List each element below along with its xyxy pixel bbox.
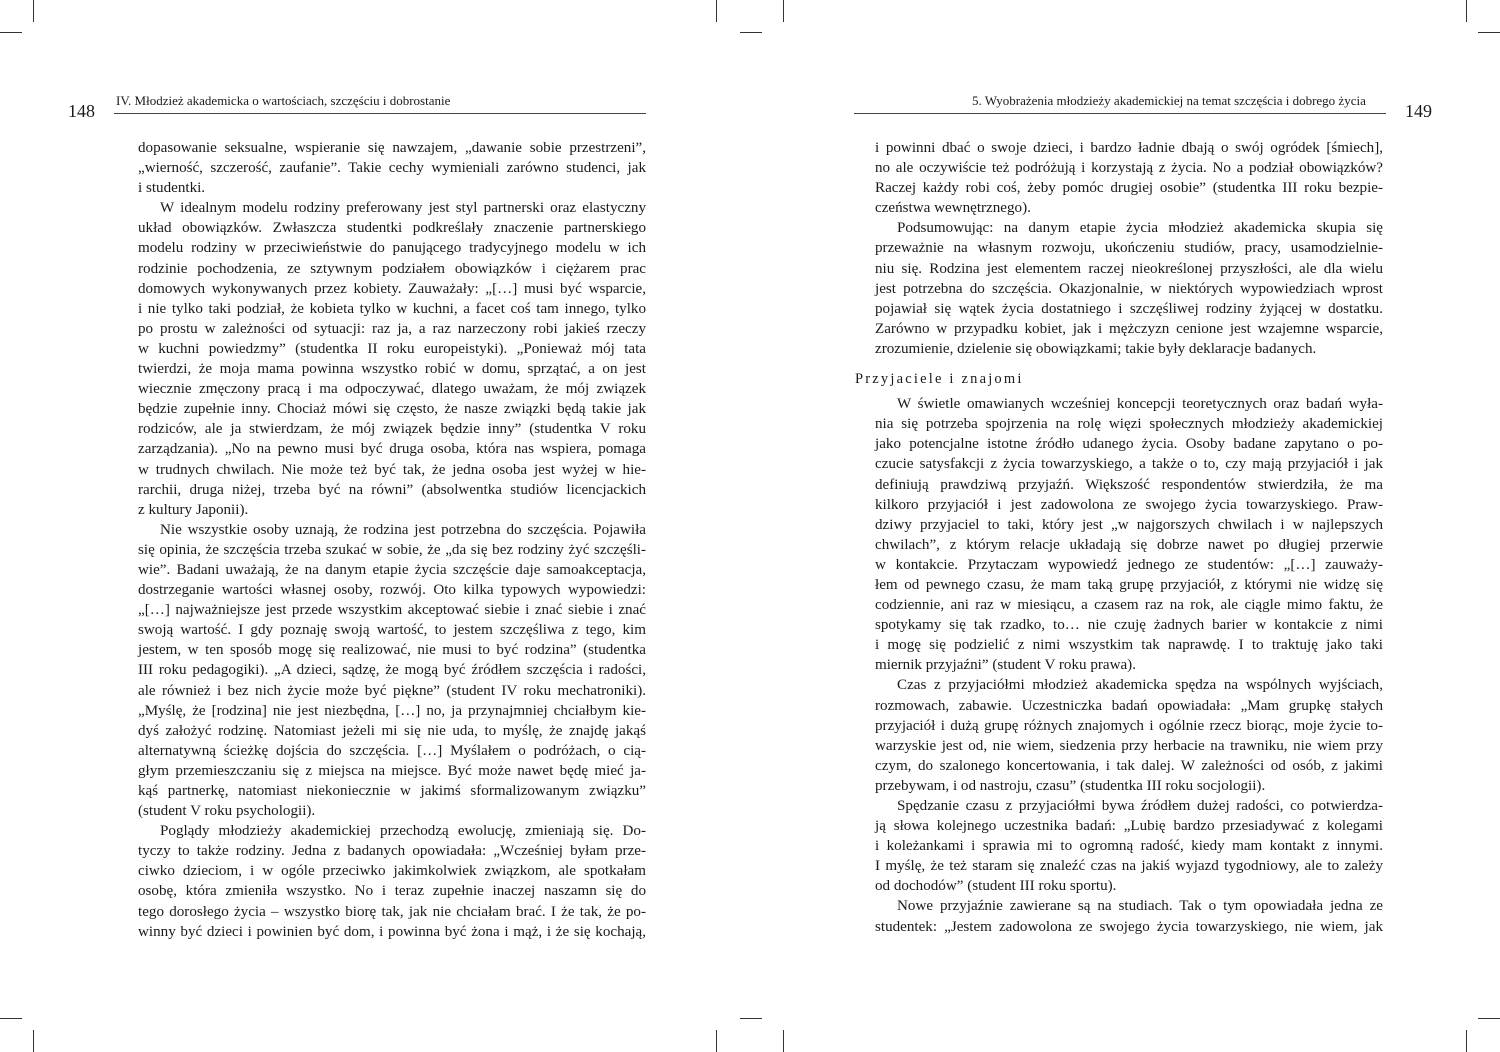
text-line: I myślę, że też staram się znaleźć czas na jakiś wyjazd tygodniowy, ale to zależy — [875, 858, 1383, 875]
text-line: i koleżankami i sprawia mi to ogromną radość, kiedy mam kontakt z innymi. — [875, 838, 1383, 855]
page-number: 149 — [1405, 101, 1432, 121]
text-line: no ale oczywiście też podróżują i korzystają z życia. No a podział obowiązków? — [875, 160, 1383, 177]
text-line: czeństwa wewnętrznego). — [875, 200, 1031, 217]
text-line: Czas z przyjaciółmi młodzież akademicka spędza na wspólnych wyjściach, — [897, 677, 1383, 694]
text-line: Nie wszystkie osoby uznają, że rodzina jest potrzebna do szczęścia. Pojawiła — [160, 521, 646, 538]
text-line: Raczej każdy robi coś, żeby pomóc drugiej osobie” (studentka III roku bezpie- — [875, 180, 1383, 197]
text-line: dostrzeganie wartości własnej osoby, rozwój. Oto kilka typowych wypowiedzi: — [138, 582, 646, 599]
text-line: warzyskie jest od, nie wiem, siedzenia przy herbacie na trawniku, nie wiem przy — [875, 737, 1383, 754]
text-line: pojawiał się wątek życia dostatniego i szczęśliwej rodziny żyjącej w dostatku. — [875, 300, 1383, 317]
text-line: rodzinie pochodzenia, ze sztywnym podziałem obowiązków i ciężarem prac — [138, 260, 646, 277]
text-line: głym przemieszczaniu się z miejsca na miejsce. Być może nawet będę mieć ja- — [138, 762, 646, 779]
text-line: winny być dzieci i powinien być dom, i powinna być żona i mąż, i że się kochają, — [138, 923, 646, 940]
text-line: domowych wykonywanych przez kobiety. Zauważały: „[…] musi być wsparcie, — [138, 280, 646, 297]
text-line: i mogę się podzielić z nimi wszystkim tak naprawdę. I to traktuję jako taki — [875, 637, 1383, 654]
text-line: modelu rodziny w przeciwieństwie do panującego tradycyjnego modelu w ich — [138, 240, 646, 257]
text-line: studentek: „Jestem zadowolona ze swojego życia towarzyskiego, nie wiem, jak — [875, 918, 1383, 935]
text-line: twierdzi, że moja mama powinna wszystko robić w domu, sprzątać, a on jest — [138, 361, 646, 378]
text-line: jestem, w ten sposób mogę się realizować, nie musi to być rodzina” (studentka — [138, 642, 646, 659]
text-line: wie”. Badani uważają, że na danym etapie życia szczęście daje samoakceptacja, — [138, 561, 646, 578]
text-line: układ obowiązków. Zwłaszcza studentki podkreślały znaczenie partnerskiego — [138, 220, 646, 237]
text-line: łem od pewnego czasu, że mam taką grupę przyjaciół, z którymi nie widzę się — [875, 576, 1383, 593]
text-line: tyczy to także rodziny. Jedna z badanych opowiadała: „Wcześniej byłam prze- — [138, 843, 646, 860]
text-line: dyś założyć rodzinę. Natomiast jeżeli mi się nie uda, to myślę, że znajdę jakąś — [138, 722, 646, 739]
text-line: wiecznie zmęczony pracą i ma odpoczywać, dlatego uważam, że mój związek — [138, 381, 646, 398]
text-line: codziennie, ani raz w miesiącu, a czasem raz na rok, ale ciągle mimo faktu, że — [875, 597, 1383, 614]
text-line: w kuchni powiedzmy” (studentka II roku europeistyki). „Ponieważ mój tata — [138, 340, 646, 357]
text-line: Spędzanie czasu z przyjaciółmi bywa źródłem dużej radości, co potwierdza- — [897, 798, 1383, 814]
text-line: W świetle omawianych wcześniej koncepcji teoretycznych oraz badań wyła- — [897, 396, 1383, 413]
text-line: tego dorosłego życia – wszystko biorę tak, jak nie chciałam brać. I że tak, że po- — [138, 903, 646, 920]
text-line: przebywam, i od nastroju, czasu” (studentka III roku socjologii). — [875, 777, 1266, 794]
text-line: ale również i bez nich życie może być piękne” (student IV roku mechatroniki). — [138, 682, 646, 699]
text-line: po prostu w zależności od sytuacji: raz ja, a raz narzeczony robi jakieś rzeczy — [138, 320, 646, 337]
text-line: nia się potrzeba spojrzenia na rolę więzi społecznych młodzieży akademickiej — [875, 416, 1383, 433]
text-line: definiują prawdziwą przyjaźń. Większość respondentów stwierdziła, że ma — [875, 476, 1383, 493]
text-line: W idealnym modelu rodziny preferowany jest styl partnerski oraz elastyczny — [160, 200, 646, 217]
text-line: Nowe przyjaźnie zawierane są na studiach. Tak o tym opowiadała jedna ze — [897, 898, 1383, 915]
text-line: „Myślę, że [rodzina] nie jest niezbędna, […] no, ja przynajmniej chciałbym kie- — [138, 702, 646, 719]
text-line: „wierność, szczerość, zaufanie”. Takie cechy wymieniali zarówno studenci, jak — [138, 160, 646, 177]
right-page — [750, 0, 1500, 1052]
page-number: 148 — [68, 101, 95, 121]
text-line: w kontakcie. Przytaczam wypowiedź jednego ze studentów: „[…] zauważy- — [875, 556, 1383, 573]
text-line: zarządzania). „No na pewno musi być druga osoba, która nas wspiera, pomaga — [138, 441, 646, 458]
text-line: się opinia, że szczęścia trzeba szukać w sobie, że „da się bez rodziny żyć szczęśli- — [138, 541, 646, 558]
section-heading: Przyjaciele i znajomi — [855, 371, 1024, 388]
text-line: kąś partnerkę, natomiast niekoniecznie w jakimś sformalizowanym związku” — [138, 783, 646, 799]
text-line: przyjaciół i dużą grupę różnych znajomych i ogólnie rzecz biorąc, moje życie to- — [875, 717, 1383, 734]
body-text — [855, 138, 1383, 937]
text-line: i studentki. — [138, 180, 206, 197]
text-line: niu się. Rodzina jest elementem raczej nieokreślonej przyszłości, ale dla wielu — [875, 260, 1383, 277]
text-line: chwilach”, z którym relacje układają się dobrze nawet po długiej przerwie — [875, 536, 1383, 553]
text-line: jest potrzebna do szczęścia. Okazjonalnie, w niektórych wypowiedziach wprost — [875, 280, 1383, 297]
text-line: rarchii, druga niżej, trzeba być na równi” (absolwentka studiów licencjackich — [138, 481, 646, 498]
text-line: i nie tylko taki podział, że kobieta tylko w kuchni, a facet coś tam innego, tylko — [138, 300, 646, 317]
text-line: w trudnych chwilach. Nie może też być tak, że jedna osoba jest wyżej w hie- — [138, 461, 646, 478]
header-rule — [114, 113, 646, 114]
text-line: „[…] najważniejsze jest przede wszystkim akceptować siebie i znać siebie i znać — [138, 602, 646, 619]
text-line: czucie satysfakcji z życia towarzyskiego, a także o to, czy mają przyjaciół i jak — [875, 456, 1383, 473]
text-line: ją słowa kolejnego uczestnika badań: „Lubię bardzo przesiadywać z kolegami — [875, 818, 1383, 835]
text-line: czym, do szalonego koncertowania, i tak dalej. W zależności od osób, z jakimi — [875, 757, 1383, 774]
text-line: alternatywną ścieżkę dojścia do szczęścia. […] Myślałem o podróżach, o cią- — [138, 742, 646, 759]
text-line: kilkoro przyjaciół i jest zadowolona ze swojego życia towarzyskiego. Praw- — [875, 496, 1383, 513]
text-line: z kultury Japonii). — [138, 501, 249, 518]
text-line: miernik przyjaźni” (student V roku prawa). — [875, 657, 1136, 674]
text-line: i powinni dbać o swoje dzieci, i bardzo ładnie dbają o swój ogródek [śmiech], — [875, 140, 1383, 156]
text-line: III roku pedagogiki). „A dzieci, sądzę, że mogą być źródłem szczęścia i radości, — [138, 662, 646, 679]
text-line: będzie zupełnie inny. Chociaż mówi się często, że nasze związki będą takie jak — [138, 401, 646, 418]
text-line: przeważnie na własnym rozwoju, ukończeniu studiów, pracy, usamodzielnie- — [875, 240, 1383, 257]
text-line: rodziców, ale ja stwierdzam, że mój związek będzie inny” (studentka V roku — [138, 421, 646, 438]
text-line: rozmowach, zabawie. Uczestniczka badań opowiadała: „Mam grupkę stałych — [875, 697, 1383, 714]
text-line: (student V roku psychologii). — [138, 803, 316, 820]
text-line: od dochodów” (student III roku sportu). — [875, 878, 1117, 895]
text-line: zrozumienie, dzielenie się obowiązkami; takie były deklaracje badanych. — [875, 340, 1317, 357]
text-line: Podsumowując: na danym etapie życia młodzież akademicka skupia się — [897, 220, 1383, 237]
running-head: IV. Młodzież akademicka o wartościach, szczęściu i dobrostanie — [116, 93, 451, 108]
running-head: 5. Wyobrażenia młodzieży akademickiej na temat szczęścia i dobrego życia — [972, 93, 1366, 108]
text-line: dziwy przyjaciel to taki, który jest „w najgorszych chwilach i w najlepszych — [875, 516, 1383, 533]
body-text — [138, 138, 646, 942]
text-line: swoją wartość. I gdy poznaję swoją wartość, to jestem szczęśliwa z tego, kim — [138, 622, 646, 639]
header-rule — [854, 113, 1386, 114]
text-line: spotykamy się tak rzadko, to… nie czuję żadnych barier w kontakcie z nimi — [875, 617, 1383, 634]
text-line: dopasowanie seksualne, wspieranie się nawzajem, „dawanie sobie przestrzeni”, — [138, 140, 646, 156]
text-line: Poglądy młodzieży akademickiej przechodzą ewolucję, zmieniają się. Do- — [160, 823, 646, 840]
text-line: osobę, która zmieniła wszystko. No i teraz zupełnie inaczej naszamn się do — [138, 883, 646, 900]
text-line: ciwko dzieciom, i w ogóle przeciwko jakimkolwiek związkom, ale spotkałam — [138, 863, 646, 880]
text-line: jako potencjalne istotne źródło udanego życia. Osoby badane zapytano o po- — [875, 436, 1383, 453]
text-line: Zarówno w przypadku kobiet, jak i mężczyzn cenione jest wzajemne wsparcie, — [875, 320, 1383, 337]
